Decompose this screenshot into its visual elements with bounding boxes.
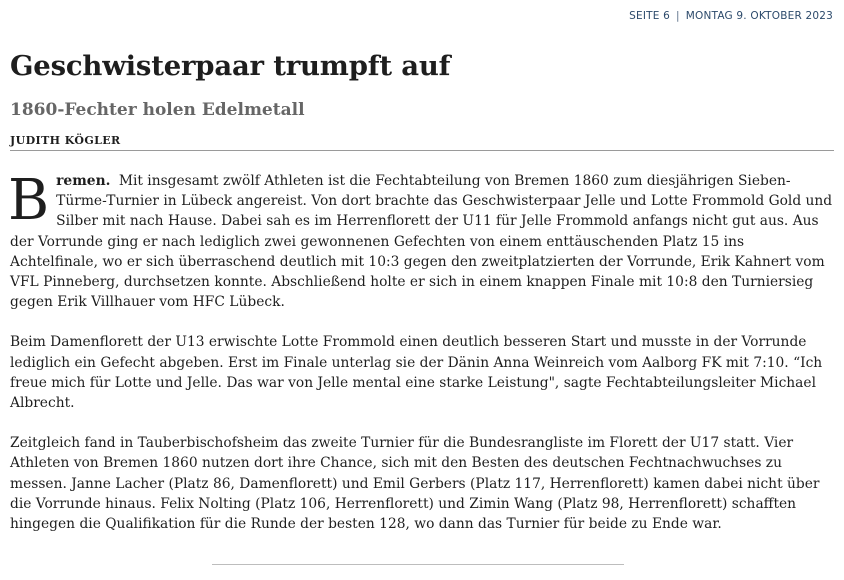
dropcap-letter: B — [8, 168, 50, 233]
paragraph-3: Zeitgleich fand in Tauberbischofsheim das zweite Turnier für die Bundesrangliste im Florett der U17 statt. Vier Athleten von Bremen 1860 nutzen dort ihre Chance, sich mit den Besten des deutschen Fechtnachwuchses zu messen. Janne Lacher (Platz 86, Damenflorett) und Emil Gerbers (Platz 117, Herrenflorett) kamen dabei nicht über die Vorrunde hinaus. Felix Nolting (Platz 106, Herrenflorett) und Zimin Wang (Platz 98, Herrenflorett) schafften hingegen die Qualifikation für die Runde der besten 128, wo dann das Turnier für beide zu Ende war. — [10, 435, 820, 533]
newspaper-page — [10, 0, 834, 580]
article-subheadline: 1860-Fechter holen Edelmetall — [10, 100, 305, 120]
issue-date: MONTAG 9. OKTOBER 2023 — [685, 10, 833, 22]
byline-divider — [10, 150, 834, 151]
paragraph-2: Beim Damenflorett der U13 erwischte Lotte Frommold einen deutlich besseren Start und musste in der Vorrunde lediglich ein Gefecht abgeben. Erst im Finale unterlag sie der Dänin Anna Weinreich vom Aalborg FK mit 7:10. “Ich freue mich für Lotte und Jelle. Das war von Jelle mental eine starke Leistung", sagte Fechtabteilungsleiter Michael Albrecht. — [10, 334, 823, 412]
article-body — [8, 168, 834, 554]
article-author: JUDITH KÖGLER — [10, 134, 121, 147]
paragraph-1-text: Mit insgesamt zwölf Athleten ist die Fechtabteilung von Bremen 1860 zum diesjährigen Sieben-Türme-Turnier in Lübeck angereist. Von dort brachte das Geschwisterpaar Jelle und Lotte Frommold Gold und Silber mit nach Hause. Dabei sah es im Herrenflorett der U11 für Jelle Frommold anfangs nicht gut aus. Aus der Vorrunde ging er nach lediglich zwei gewonnenen Gefechten von einem enttäuschenden Platz 15 ins Achtelfinale, wo er sich überraschend deutlich mit 10:3 gegen den zweitplatzierten der Vorrunde, Erik Kahnert vom VFL Pinneberg, durchsetzen konnte. Abschließend holte er sich in einem knappen Finale mit 10:8 den Turniersieg gegen Erik Villhauer vom HFC Lübeck. — [10, 173, 833, 311]
folio-divider: | — [676, 10, 680, 22]
paragraph-1 — [8, 168, 834, 312]
page-folio — [629, 10, 833, 22]
article-headline: Geschwisterpaar trumpft auf — [10, 50, 451, 82]
page-number: SEITE 6 — [629, 10, 671, 22]
footer-divider — [212, 564, 624, 565]
lead-word: remen. — [56, 173, 111, 189]
